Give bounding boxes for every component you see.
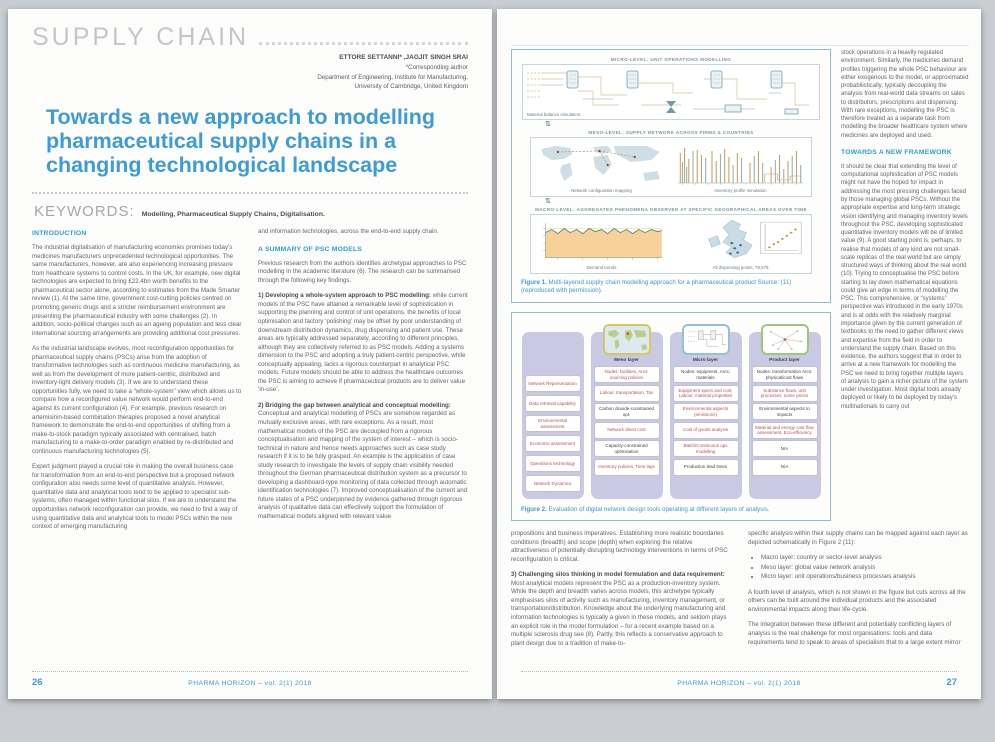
dotted-separator — [32, 192, 468, 194]
finding-1-text: while current models of the PSC have attained a remarkable level of sophistication in supporting the planning and control of unit operations, the benefits of local optimisation and factory ‘polishing’ may be offset by poor understanding of downstream distribution dynamics, drug dispensing and patient use. These areas are typically addressed separately, according to different principles, although they are collectively referred to as PSC models. Adding a systems dimension to the PSC and adopting a truly patient-centric perspective, while conceptually appealing, lacks a rigorous counterpart in analytical PSC models. Future models should be able to address the healthcare outcomes the PSC is aiming to achieve if pharmaceutical products are to deliver value ‘in-use’. — [258, 292, 468, 394]
column-1 — [32, 228, 242, 539]
demand-chart-subfigure — [535, 218, 668, 270]
keywords-label: KEYWORDS: — [34, 203, 135, 221]
journal-name: PHARMA HORIZON – vol. 2(1) 2018 — [677, 680, 801, 687]
demand-area-chart-icon — [535, 218, 668, 264]
figure2-cell: Environmental aspects to impacts — [752, 403, 818, 420]
meso-map-label: Network configuration mapping — [571, 188, 632, 193]
micro-panel-title: MICRO-LEVEL: UNIT OPERATIONS MODELLING — [610, 57, 732, 62]
finding-2-lead: 2) Bridging the gap between analytical and conceptual modelling: — [258, 401, 451, 409]
intro-continuation: and information technologies, across the end-to-end supply chain. — [258, 228, 439, 236]
dispensing-map-subfigure — [674, 218, 807, 270]
finding-1 — [258, 292, 468, 395]
figure2-cell: Inventory policies, Time lags — [594, 459, 660, 476]
page-27 — [497, 9, 981, 699]
sidebar-paragraph-1: stock operations in a heavily regulated environment. Similarly, the medicines demand profiles triggering the whole PSC behaviour are either exogenous to the model, or approximated probabilistically, typically decoupling the analysis from real-world data streams on sales to distributors, prescriptions and dispensing. With rare exceptions, modelling the PSC is therefore treated as a separate task from modelling the broader healthcare system where medicines are deployed and used. — [841, 50, 969, 139]
figure2-cell: Network direct cost — [594, 422, 660, 439]
figures-column — [511, 49, 831, 521]
figure2-row-label: Economic assessment — [525, 435, 581, 452]
authors-block — [32, 53, 468, 92]
sidebar-column — [841, 49, 969, 457]
bottom-column-2 — [748, 530, 969, 742]
footer-left — [32, 671, 468, 688]
layer-bullet: • Meso layer: global value network analysis — [761, 564, 969, 573]
finding-1-lead: 1) Developing a whole-system approach to PSC modelling: — [258, 292, 431, 300]
bottom-column-1 — [511, 530, 732, 742]
flow-network-thumb-icon — [761, 324, 809, 355]
figure2-grid — [519, 318, 823, 501]
figure-1-caption-text: Multi-layered supply chain modelling approach for a pharmaceutical product Source: (11) (reproduced with permission). — [521, 279, 792, 295]
finding-3-text: Most analytical models represent the PSC as a production-inventory system. While the depth and breadth varies across models, this archetype typically emphasises silos of activity such as manufacturing, inventory management, or transportation/distribution. Knowledge about the underlying manufacturing and information technologies is typically a given in these models, and seldom plays an explicit role in the model formulation – for a recent example based on a multiple sclerosis drug see (8). Partly, this reflects a conservative approach to plant design due to a tradition of make-to- — [511, 579, 727, 647]
page-number: 26 — [32, 677, 43, 688]
figure2-row-labels — [522, 332, 584, 499]
bottom-paragraph-1: propositions and business imperatives. Establishing more realistic boundaries conditions (breadth) and scope (depth) when exploring the relative attractiveness of potentially disrupting technology interventions in terms of PSC reconfiguration is critical. — [511, 530, 728, 563]
figure2-meso-column — [591, 332, 663, 499]
figure2-column-header: Meso layer — [614, 357, 639, 363]
layer-bullet: • Micro layer: unit operations/business processes analysis — [761, 573, 969, 582]
macro-panel-title: MACRO-LEVEL: AGGREGATED PHENOMENA OBSERVED AT SPECIFIC GEOGRAPHICAL AREAS OVER TIME — [535, 207, 807, 212]
page-26 — [8, 9, 492, 699]
dotted-arrow-icon: ⇅ — [545, 121, 551, 128]
figure2-cell: Labour, transportation, Tax — [594, 385, 660, 402]
author-names: ETTORE SETTANNI* ,JAGJIT SINGH SRAI — [339, 54, 468, 61]
figure2-row-label: Network Representation — [525, 375, 581, 392]
keywords-text: Modelling, Pharmaceutical Supply Chains, Digitalisation. — [141, 211, 325, 219]
figure2-layer-cells — [752, 365, 818, 478]
figure2-cell: Carbon dioxide-constrained opt. — [594, 403, 660, 420]
figure2-cell: Environmental aspects (emissions) — [673, 403, 739, 420]
finding-3-lead: 3) Challenging silos thinking in model formulation and data requirement: — [511, 571, 725, 579]
footer-right — [521, 671, 957, 688]
inventory-chart-icon — [674, 141, 807, 187]
micro-panel — [522, 64, 820, 120]
macro-panel — [530, 214, 812, 274]
world-map-icon — [535, 141, 668, 187]
figure2-cell: Nodes: transformation Arcs: physical/cost flows — [752, 366, 818, 383]
intro-paragraph-2: As the industrial landscape evolves, most reconfiguration opportunities for pharmaceutical supply chains (PSCs) arise from the adoption of transformative technologies such as continuous medicine manufacturing, as well as from the development of more patient-centric, distributed and inventory-light delivery models (3). If we are to understand these opportunities fully, we need to take a “whole-system” view which allows us to compare how a reconfigured value network would perform end-to-end against its current configuration (4). For example, previous research on artemisinin-based combination therapies proposed a novel analytical framework to demonstrate the end-to-end opportunities of shifting from a make-to-stock paradigm typically associated with centralised, batch manufacturing to a make-to-order paradigm enabled by re-distributed and continuous manufacturing technologies (5). — [32, 345, 242, 455]
figure2-cell: Nodes: facilities, Arcs: sourcing policies — [594, 366, 660, 383]
sidebar-paragraph-2: It should be clear that extending the level of computational sophistication of PSC models might not have the hoped for impact in addressing the most pressing challenges faced by those managing global PSCs. Without the appropriate expertise and long-term strategic vision identifying and managing inventory levels throughout the PSC, developing sophisticated quantitative inventory models will be of limited value (9). A good starting point is, perhaps, to realise that models of any kind are not small-scale replicas of the real world but are simply structured ways of thinking about the real world (10). Trying to conceptualise the PSC before starting to lay down mathematical equations could give an edge in terms of modelling the PSC. This comprehensive, or “systems” perspective was introduced in the early 1970s and is at odds with the relatively marginal importance given by the current generation of textbooks to the need to gather different views and expertise from the field in order to understand the supply chain. Based on this evidence, the authors suggest that in order to arrive at a new framework for modelling the PSC we need to bring together multiple layers of analysis to gain a richer picture of the system under investigation. Most digital tools already deployed or likely to be deployed by today’s multinationals to carry out — [841, 163, 968, 410]
affiliation-line1: Department of Engineering, Institute for Manufacturing, — [317, 73, 468, 81]
figure-1 — [511, 49, 831, 303]
figure-1-caption-lead: Figure 1. — [521, 279, 547, 286]
column-2 — [258, 228, 468, 539]
figure2-row-label: Operations technology — [525, 455, 581, 472]
section-header-row — [32, 23, 468, 52]
figure2-row-label: Data retrieval capability — [525, 395, 581, 412]
finding-2 — [258, 402, 468, 522]
article-title: Towards a new approach to modelling pharmaceutical supply chains in a changing technological landscape — [46, 104, 436, 178]
corresponding-author-note: *Corresponding author — [405, 64, 468, 72]
figure-2-caption-text: Evaluation of digital network design tools operating at different layers of analysis. — [546, 505, 770, 513]
figure2-layer-cells — [673, 365, 739, 478]
summary-heading: A SUMMARY OF PSC MODELS — [258, 245, 363, 253]
figure2-column-header: Product layer — [769, 357, 800, 363]
meso-panel-title: MESO-LEVEL: SUPPLY NETWORK ACROSS FIRMS & COUNTRIES — [588, 130, 754, 135]
finding-2-text: Conceptual and analytical modelling of PSCs are somehow regarded as mutually exclusive areas, with rare exceptions. As a result, most mathematical models of the PSC are decoupled from a rigorous conceptualisation and mapping of the system of interest – which is socio-technical in nature and hence needs approaches such as case study research if it is to be fully grasped. An example is the application of case study research to investigate the levels of supply chain visibility needed throughout the German pharmaceutical distribution system as a precursor to developing a dashboard-type monitoring of data collected through automatic identification technologies (7). Improved conceptualisation of the current and future states of a PSC underpinned by evidence gathered through rigorous analysis of qualitative data can effectively support the formulation of mathematical models aligned with relevant value — [258, 410, 468, 520]
intro-heading: INTRODUCTION — [32, 230, 87, 238]
section-title: SUPPLY CHAIN — [32, 23, 250, 51]
top-rule — [511, 45, 969, 46]
meso-panel — [530, 137, 812, 197]
process-flow-diagram-icon — [523, 65, 819, 119]
figure2-micro-column — [670, 332, 742, 499]
figure-1-caption — [521, 279, 821, 296]
layer-bullet: • Macro layer: country or sector-level analysis — [761, 554, 969, 563]
bottom-paragraph-3: A fourth level of analysis, which is not shown in the figure but cuts across all the others can be built around the individual products and the associated environmental impacts along their life-cycle. — [748, 588, 966, 613]
figure2-cell: Equipment specs and cost, Labour, material properties — [673, 385, 739, 402]
figure2-cell: Material and energy cost flow assessment, Eco-efficiency — [752, 422, 818, 439]
macro-map-label: All dispensing points, 78,578 — [712, 265, 769, 270]
network-map-subfigure — [535, 141, 668, 193]
intro-paragraph-1: The industrial digitalisation of manufacturing economies promises today’s medicines manufacturers unprecedented technological opportunities. The same manufacturers, however, are also experiencing increasing pressure from healthcare systems to control costs. In the UK, for example, new digital technologies are expected to bring £22.4bn worth benefits to the pharmaceutical sector alone, according to estimates from the Made Smarter review (1). At the same time, government cost-cutting policies centred on promoting generic drugs and a stricter reimbursement environment are presenting the pharmaceutical industry with some challenges (2). In addition, socio-political changes such as an ageing population and less clear international sourcing arrangements are providing additional cost pressures. — [32, 244, 242, 337]
figure2-row-label: Network Dynamics — [525, 475, 581, 492]
layer-bullets — [748, 554, 969, 582]
bottom-paragraph-4: The integration between these different and potentially conflicting layers of analysis is the real challenge for most organisations: tools and data requirements tend to speak to areas of specialism that to a large extent mirror — [748, 621, 961, 646]
figure2-layer-cells — [594, 365, 660, 478]
inventory-chart-subfigure — [674, 141, 807, 193]
figure2-cell: Substance flows, unit processes, some prices — [752, 385, 818, 402]
figure2-cell: N/A — [752, 440, 818, 457]
page-number: 27 — [946, 677, 957, 688]
framework-heading: TOWARDS A NEW FRAMEWORK — [841, 148, 952, 156]
summary-paragraph: Previous research from the authors identifies archetypal approaches to PSC modelling in the academic literature (6). The research can be summarised through the following key findings. — [258, 259, 467, 284]
finding-3 — [511, 571, 732, 648]
bottom-columns — [511, 530, 969, 742]
figure2-cell: Capacity-constrained optimisation — [594, 440, 660, 457]
process-diagram-thumb-icon — [682, 324, 730, 355]
figure2-cell: Production lead times — [673, 459, 739, 476]
journal-name: PHARMA HORIZON – vol. 2(1) 2018 — [188, 680, 312, 687]
keywords-row — [34, 203, 468, 220]
figures-and-sidebar — [511, 49, 969, 521]
figure2-cell: Batch/Continuous ops modelling — [673, 440, 739, 457]
figure2-cell: N/A — [752, 459, 818, 476]
bottom-paragraph-2: specific analysis within their supply chains can be mapped against each layer as depicted schematically in Figure 2 (11): — [748, 530, 968, 546]
figure-2 — [511, 312, 831, 521]
body-columns — [32, 228, 468, 539]
figure2-column-header: Micro layer — [692, 357, 719, 363]
header-dotted-rule — [259, 42, 468, 45]
figure2-row-label: Environmental assessment — [525, 415, 581, 432]
figure2-cell: Cost of goods analysis — [673, 422, 739, 439]
figure-2-caption-lead: Figure 2. — [521, 505, 547, 513]
affiliation-line2: University of Cambridge, United Kingdom — [354, 83, 468, 91]
macro-chart-label: Demand trends — [586, 265, 617, 270]
micro-panel-label: Material balance simulation — [527, 112, 581, 117]
uk-dispensing-map-icon — [674, 218, 807, 264]
dotted-arrow-icon: ⇅ — [545, 198, 551, 205]
figure2-cell: Nodes: equipment, Arcs: materials — [673, 366, 739, 383]
intro-paragraph-3: Expert judgment played a crucial role in making the overall business case for transformation from an end-to-end perspective but a proposed network configuration also needs some level of quantitative analysis. However, quantitative data and analytical tools tend to be applied to specialist sub-systems, often managed within functional silos. If we are to understand the opportunities network reconfiguration can provide, we need to find a way of using quantitative data and analytical tools to model PSCs within the new context of emerging manufacturing — [32, 463, 238, 531]
figure-2-caption — [521, 506, 821, 514]
figure2-product-column — [749, 332, 821, 499]
meso-chart-label: Inventory profile simulation — [714, 188, 767, 193]
world-map-thumb-icon — [603, 324, 651, 355]
